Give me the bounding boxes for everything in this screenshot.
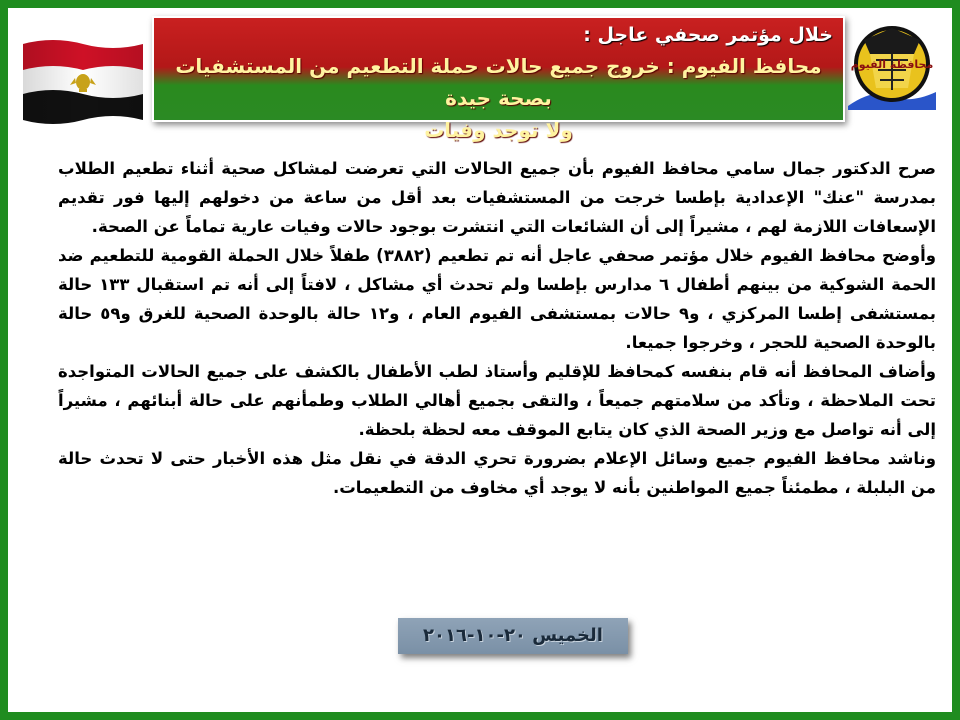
article-paragraph-2: وأوضح محافظ الفيوم خلال مؤتمر صحفي عاجل أنه تم تطعيم (٣٨٨٢) طفلاً خلال الحملة القومية للتطعيم ضد الحمة الشوكية من بينهم أطفال ٦ مدارس بإطسا ولم تحدث أي مشاكل ، لافتاً إلى أنه تم استقبال ١٣٣ حالة بمستشفى إطسا المركزي ، و٩ حالات بمستشفى الفيوم العام ، و١٢ حالة بالوحدة الصحية للغرق و٥٩ حالة بالوحدة الصحية للحجر ، وخرجوا جميعا. (58, 246, 936, 352)
date-label: الخميس ٢٠-١٠-٢٠١٦ (398, 618, 628, 654)
governorate-logo-icon (844, 18, 940, 114)
article-paragraph-3: وأضاف المحافظ أنه قام بنفسه كمحافظ للإقليم وأستاذ لطب الأطفال بالكشف على جميع الحالات المتواجدة تحت الملاحظة ، وتأكد من سلامتهم جميعاً ، والتقى بجميع أهالي الطلاب وطمأنهم على حالة أبنائهم ، مشيراً إلى أنه تواصل مع وزير الصحة الذي كان يتابع الموقف معه لحظة بلحظة. (58, 362, 936, 439)
article-body (58, 154, 936, 502)
article-paragraph-1: صرح الدكتور جمال سامي محافظ الفيوم بأن جميع الحالات التي تعرضت لمشاكل صحية أثناء تطعيم الطلاب بمدرسة "عنك" الإعدادية بإطسا خرجت من المستشفيات بعد أقل من ساعة من دخولهم إليها فور تقديم الإسعافات اللازمة لهم ، مشيراً إلى أن الشائعات التي انتشرت بوجود حالات وفيات عارية تماماً عن الصحة. (58, 159, 936, 236)
egypt-flag-icon (19, 36, 147, 124)
headline-subtitle: ولا توجد وفيات (424, 118, 573, 142)
logo-text: محافظة الفيوم (850, 58, 934, 71)
page (8, 8, 952, 712)
headline-title: محافظ الفيوم : خروج جميع حالات حملة التطعيم من المستشفيات بصحة جيدة (175, 54, 822, 110)
headline-kicker: خلال مؤتمر صحفي عاجل : (583, 24, 833, 46)
headline-banner (152, 16, 845, 142)
article-paragraph-4: وناشد محافظ الفيوم جميع وسائل الإعلام بضرورة تحري الدقة في نقل مثل هذه الأخبار حتى لا تحدث حالة من البلبلة ، مطمئناً جميع المواطنين بأنه لا يوجد أي مخاوف من التطعيمات. (58, 449, 936, 497)
